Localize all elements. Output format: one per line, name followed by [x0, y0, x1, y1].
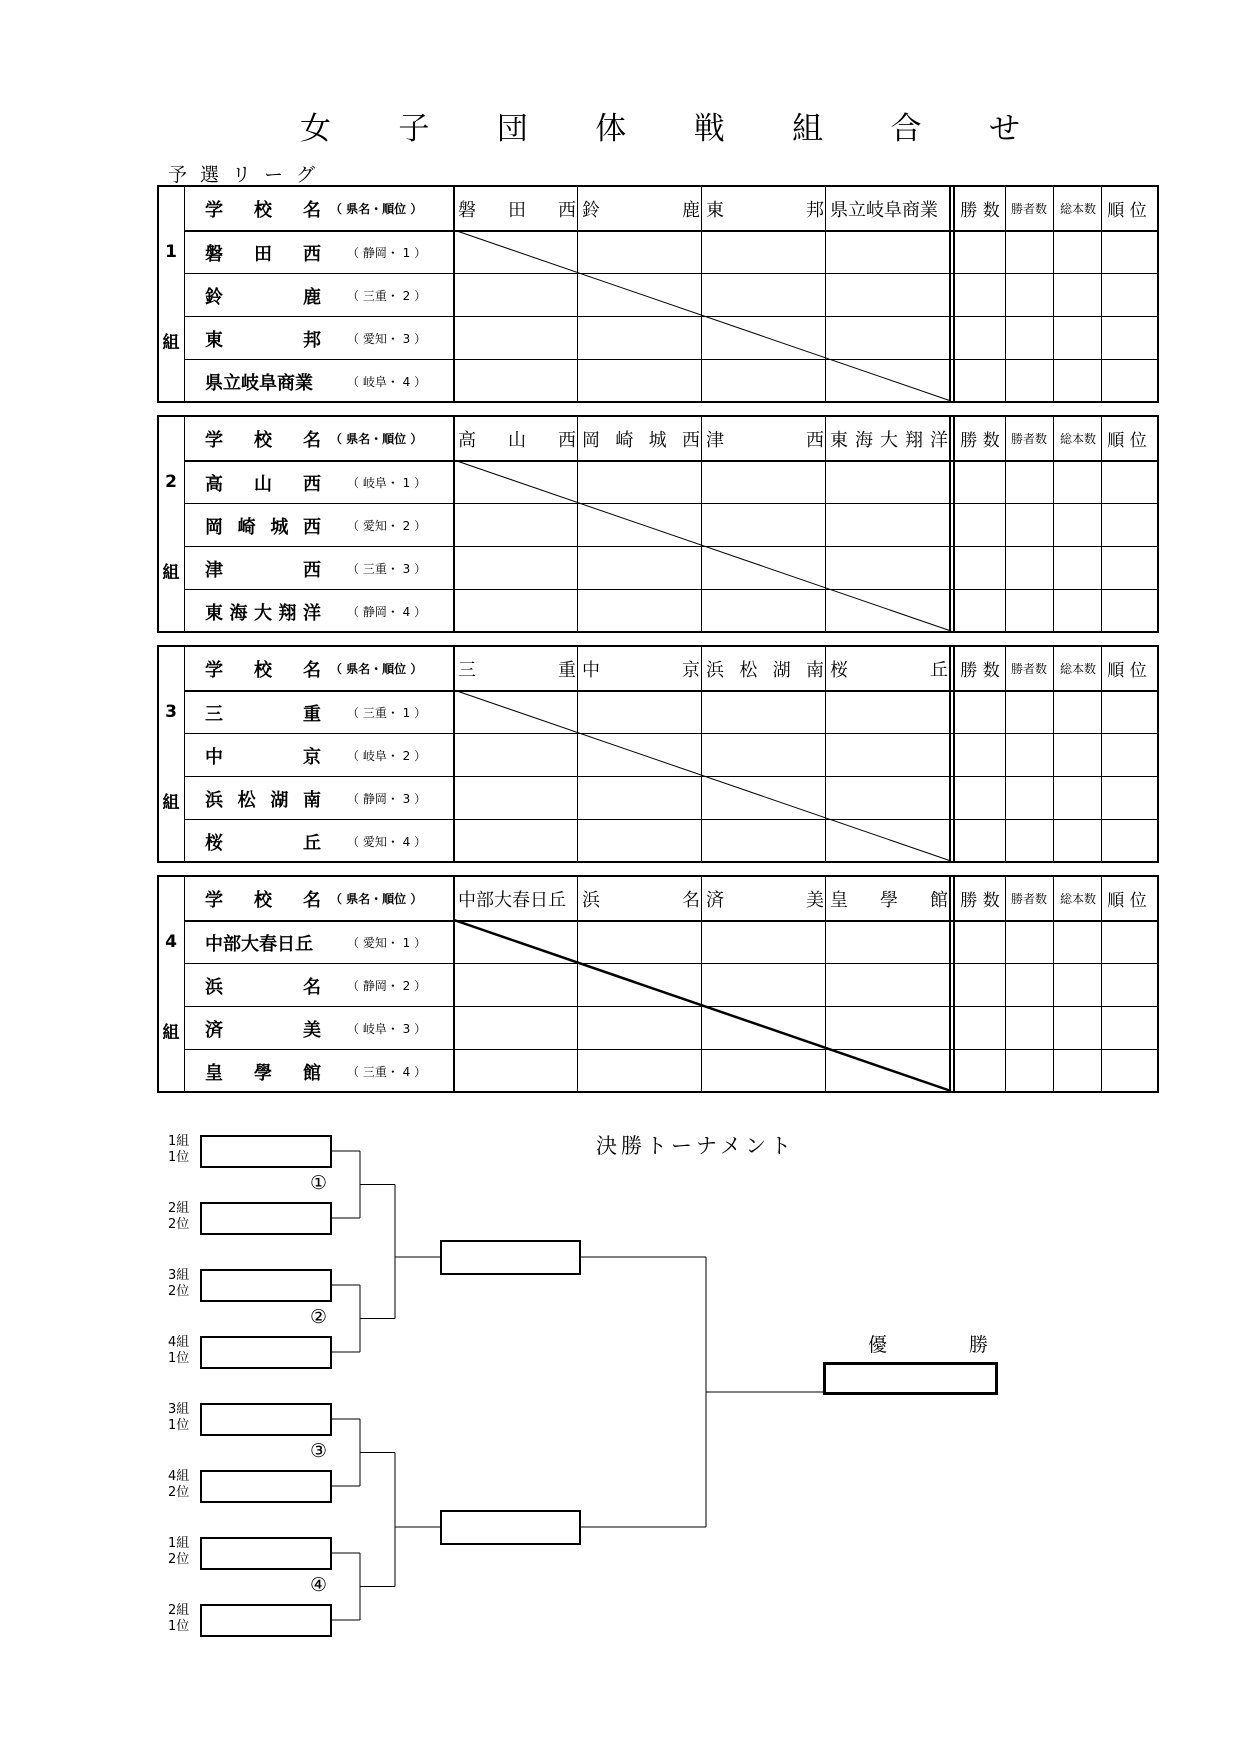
header-pref-rank: （ 県名・順位 ）	[330, 892, 423, 906]
opponent-name-char: 高	[458, 429, 476, 451]
title-char: 戦	[693, 110, 725, 147]
group-number: 1	[165, 242, 177, 262]
school-name-char: 南	[302, 789, 321, 811]
school-name-char: 東	[205, 329, 223, 351]
opponent-name-char: 湖	[772, 659, 791, 681]
header-school-char: 名	[303, 659, 321, 681]
slot-label-rank: 1位	[168, 1418, 190, 1433]
slot-label-rank: 2位	[168, 1485, 190, 1500]
school-name-char: 西	[302, 516, 321, 538]
champion-char: 勝	[968, 1334, 988, 1356]
school-name-char: 學	[254, 1062, 272, 1084]
school-name-char: 重	[303, 703, 321, 725]
school-pref-rank: （ 岐阜・ 2 ）	[347, 749, 427, 763]
opponent-name-char: 西	[558, 429, 576, 451]
school-name-char: 三	[205, 703, 223, 725]
opponent-name-char: 三	[458, 659, 476, 681]
school-name-char: 岡	[205, 516, 223, 538]
champion-char: 優	[868, 1334, 888, 1356]
opponent-name-char: 重	[558, 659, 576, 681]
school-pref-rank: （ 岐阜・ 1 ）	[347, 476, 427, 490]
school-pref-rank: （ 愛知・ 2 ）	[347, 519, 427, 533]
opponent-name-char: 田	[508, 199, 526, 221]
opponent-name-char: 南	[805, 659, 824, 681]
opponent-name-char: 西	[558, 199, 576, 221]
school-name-char: 済	[205, 1019, 223, 1041]
school-name-char: 中	[205, 746, 223, 768]
opponent-name-char: 大	[880, 429, 898, 451]
opponent-name-char: 岡	[582, 429, 600, 451]
opponent-name-char: 學	[880, 889, 898, 911]
opponent-name-char: 浜	[582, 889, 600, 911]
title-char: 団	[496, 110, 528, 147]
school-name-char: 皇	[205, 1062, 223, 1084]
school-name-char: 浜	[205, 976, 223, 998]
stat-header: 勝者数	[1010, 432, 1047, 446]
opponent-name-char: 海	[855, 429, 873, 451]
stat-header: 総本数	[1059, 432, 1096, 446]
school-name-char: 中部大春日丘	[205, 933, 313, 955]
stat-header: 勝 数	[960, 661, 1000, 681]
school-pref-rank: （ 三重・ 4 ）	[347, 1065, 427, 1079]
header-school-char: 校	[254, 889, 272, 911]
opponent-name-char: 鹿	[682, 199, 700, 221]
title-char: 女	[300, 110, 331, 147]
school-pref-rank: （ 三重・ 1 ）	[347, 706, 427, 720]
school-name-char: 丘	[303, 832, 321, 854]
slot-label-rank: 2位	[168, 1552, 190, 1567]
champion-label	[868, 1330, 988, 1357]
school-name-char: 浜	[205, 789, 223, 811]
opponent-name-char: 中	[582, 659, 600, 681]
school-pref-rank: （ 静岡・ 4 ）	[347, 605, 427, 619]
school-name-char: 津	[205, 559, 223, 581]
group-kumi-label: 組	[162, 333, 180, 353]
school-name-char: 磐	[205, 243, 223, 265]
header-pref-rank: （ 県名・順位 ）	[330, 662, 423, 676]
school-name-char: 美	[303, 1019, 321, 1041]
group-kumi-label: 組	[162, 1023, 180, 1043]
school-pref-rank: （ 岐阜・ 3 ）	[347, 1022, 427, 1036]
opponent-name-char: 洋	[930, 429, 948, 451]
group-number: 2	[165, 472, 177, 492]
stat-header: 勝 数	[960, 431, 1000, 451]
stat-header: 順 位	[1107, 891, 1147, 911]
stat-header: 順 位	[1107, 661, 1147, 681]
header-school-char: 名	[303, 429, 321, 451]
stat-header: 勝者数	[1010, 892, 1047, 906]
header-pref-rank: （ 県名・順位 ）	[330, 432, 423, 446]
slot-label-group: 2組	[168, 1201, 190, 1216]
opponent-name-char: 東	[706, 199, 724, 221]
header-school-char: 校	[254, 659, 272, 681]
opponent-name-char: 鈴	[582, 199, 600, 221]
school-pref-rank: （ 三重・ 2 ）	[347, 289, 427, 303]
slot-label-group: 2組	[168, 1603, 190, 1618]
header-school-char: 学	[205, 429, 223, 451]
stat-header: 勝者数	[1010, 202, 1047, 216]
group-number: 4	[165, 932, 177, 952]
slot-label-rank: 2位	[168, 1284, 190, 1299]
match-number: ③	[310, 1440, 328, 1462]
champion-box	[823, 1362, 998, 1395]
school-name-char: 洋	[303, 602, 321, 624]
school-name-char: 桜	[205, 832, 223, 854]
school-name-char: 湖	[270, 789, 289, 811]
slot-label-rank: 1位	[168, 1351, 190, 1366]
header-school-char: 学	[205, 889, 223, 911]
school-pref-rank: （ 岐阜・ 4 ）	[347, 375, 427, 389]
school-name-char: 西	[303, 243, 321, 265]
school-pref-rank: （ 静岡・ 3 ）	[347, 792, 427, 806]
opponent-name-char: 西	[806, 429, 824, 451]
opponent-name-char: 浜	[706, 659, 724, 681]
stat-header: 順 位	[1107, 431, 1147, 451]
stat-header: 総本数	[1059, 202, 1096, 216]
school-name-char: 田	[254, 243, 272, 265]
title-char: せ	[988, 110, 1020, 147]
school-name-char: 西	[303, 559, 321, 581]
match-number: ④	[310, 1574, 328, 1596]
stat-header: 勝者数	[1010, 662, 1047, 676]
school-name-char: 山	[254, 473, 272, 495]
school-name-char: 館	[303, 1062, 321, 1084]
group-number: 3	[165, 702, 177, 722]
header-school-char: 名	[303, 199, 321, 221]
school-name-char: 城	[270, 516, 289, 538]
opponent-name-char: 松	[739, 659, 758, 681]
school-pref-rank: （ 愛知・ 4 ）	[347, 835, 427, 849]
slot-label-group: 4組	[168, 1469, 190, 1484]
stat-header: 総本数	[1059, 662, 1096, 676]
opponent-name-char: 西	[681, 429, 700, 451]
header-school-char: 校	[254, 199, 272, 221]
school-name-char: 西	[303, 473, 321, 495]
subtitle-preliminary-league: 予選リーグ	[168, 164, 329, 186]
school-name-char: 松	[237, 789, 256, 811]
school-pref-rank: （ 静岡・ 1 ）	[347, 246, 427, 260]
opponent-name-char: 東	[830, 429, 848, 451]
slot-label-group: 3組	[168, 1402, 190, 1417]
header-school-char: 名	[303, 889, 321, 911]
opponent-name-char: 邦	[806, 199, 824, 221]
school-name-char: 崎	[237, 516, 256, 538]
match-number: ①	[310, 1172, 328, 1194]
school-name-char: 名	[303, 976, 321, 998]
opponent-name-char: 丘	[930, 659, 948, 681]
opponent-name-char: 中部大春日丘	[458, 889, 566, 911]
opponent-name-char: 崎	[615, 429, 634, 451]
school-name-char: 鈴	[205, 286, 223, 308]
match-number: ②	[310, 1306, 328, 1328]
opponent-name-char: 磐	[458, 199, 476, 221]
opponent-name-char: 山	[508, 429, 526, 451]
school-name-char: 大	[254, 602, 272, 624]
school-name-char: 翔	[278, 602, 297, 624]
header-school-char: 学	[205, 199, 223, 221]
school-name-char: 邦	[303, 329, 321, 351]
school-pref-rank: （ 愛知・ 1 ）	[347, 936, 427, 950]
stat-header: 勝 数	[960, 201, 1000, 221]
school-name-char: 高	[205, 473, 223, 495]
stat-header: 順 位	[1107, 201, 1147, 221]
stat-header: 勝 数	[960, 891, 1000, 911]
school-name-char: 東	[205, 602, 223, 624]
school-name-char: 海	[229, 602, 248, 624]
school-name-char: 京	[303, 746, 321, 768]
opponent-name-char: 津	[706, 429, 724, 451]
title-char: 体	[595, 110, 627, 147]
school-pref-rank: （ 静岡・ 2 ）	[347, 979, 427, 993]
opponent-name-char: 美	[806, 889, 824, 911]
header-pref-rank: （ 県名・順位 ）	[330, 202, 423, 216]
opponent-name-char: 桜	[830, 659, 848, 681]
opponent-name-char: 京	[682, 659, 700, 681]
school-name-char: 鹿	[303, 286, 321, 308]
opponent-name-char: 城	[648, 429, 667, 451]
tournament-title: 決勝トーナメント	[596, 1134, 796, 1158]
opponent-name-char: 翔	[905, 429, 923, 451]
title-char: 合	[890, 110, 922, 147]
header-school-char: 学	[205, 659, 223, 681]
slot-label-group: 3組	[168, 1268, 190, 1283]
slot-label-group: 1組	[168, 1536, 190, 1551]
slot-label-group: 4組	[168, 1335, 190, 1350]
school-name-char: 県立岐阜商業	[205, 372, 313, 394]
opponent-name-char: 県立岐阜商業	[830, 199, 938, 221]
slot-label-rank: 1位	[168, 1150, 190, 1165]
group-kumi-label: 組	[162, 563, 180, 583]
opponent-name-char: 館	[930, 889, 948, 911]
slot-label-rank: 2位	[168, 1217, 190, 1232]
title-char: 子	[398, 110, 430, 147]
opponent-name-char: 皇	[830, 889, 848, 911]
header-school-char: 校	[254, 429, 272, 451]
slot-label-rank: 1位	[168, 1619, 190, 1634]
school-pref-rank: （ 三重・ 3 ）	[347, 562, 427, 576]
group-kumi-label: 組	[162, 793, 180, 813]
stat-header: 総本数	[1059, 892, 1096, 906]
school-pref-rank: （ 愛知・ 3 ）	[347, 332, 427, 346]
opponent-name-char: 済	[706, 889, 724, 911]
title-char: 組	[792, 110, 824, 147]
opponent-name-char: 名	[682, 889, 700, 911]
slot-label-group: 1組	[168, 1134, 190, 1149]
